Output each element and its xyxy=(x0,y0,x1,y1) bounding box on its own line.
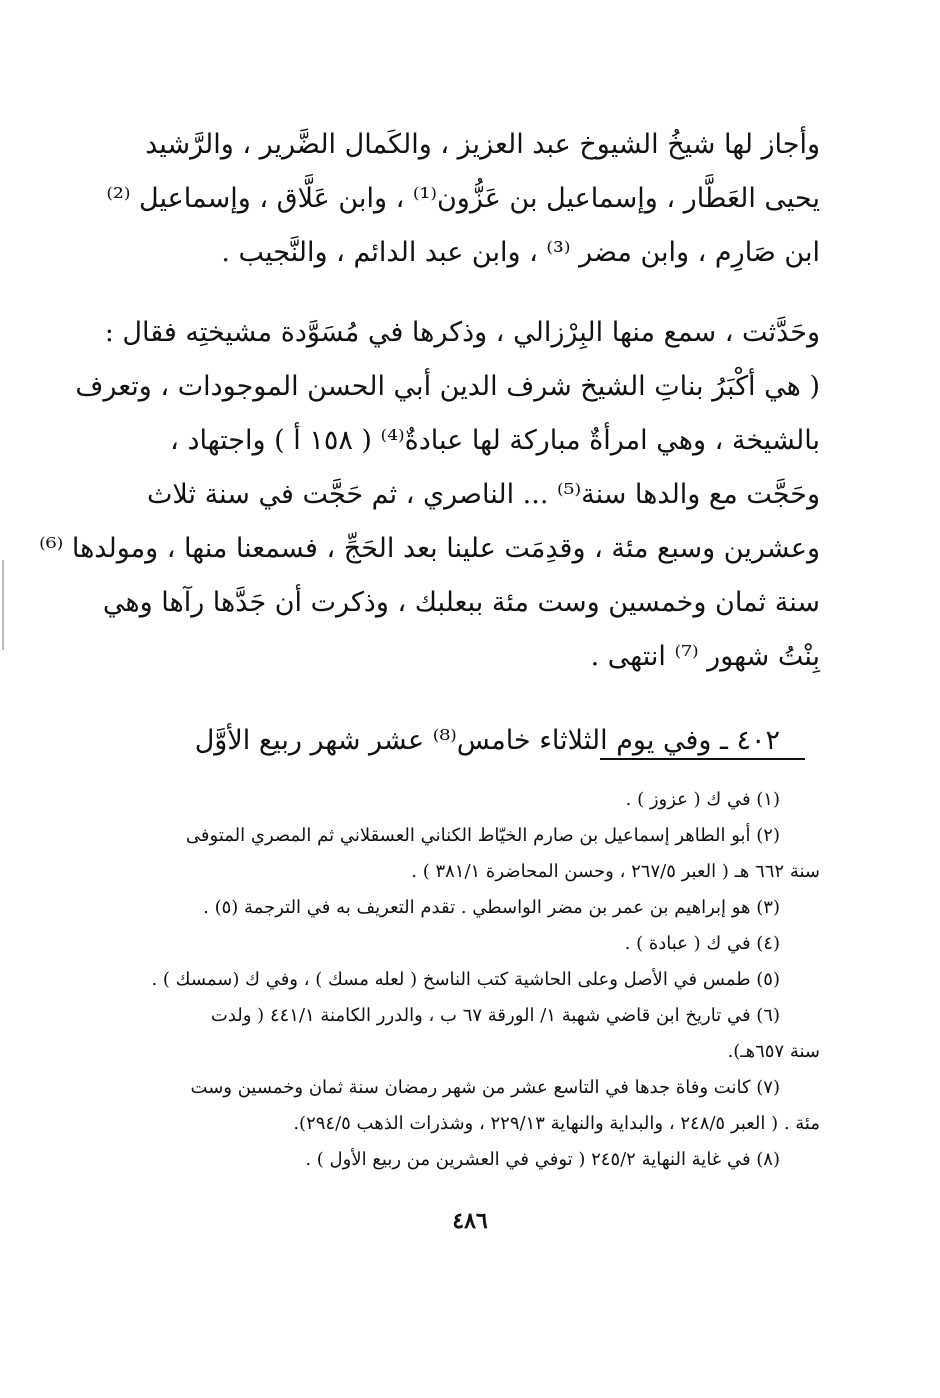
footnote-line: مئة . ( العبر ٢٤٨/٥ ، والبداية والنهاية ٢٢٩/١٣ ، وشذرات الذهب ٢٩٤/٥). xyxy=(293,1113,820,1134)
main-text xyxy=(39,118,820,768)
footnote-separator xyxy=(600,758,805,760)
text-line: وحَدَّثت ، سمع منها البِرْزالي ، وذكرها في مُسَوَّدة مشيختِه فقال : xyxy=(104,317,820,348)
text-line: بِنْتُ شهور ⁽⁷⁾ انتهى . xyxy=(590,641,820,672)
footnote-line: (١) في ك ( عزوز ) . xyxy=(625,789,780,810)
footnote-line: (٦) في تاريخ ابن قاضي شهبة ١/ الورقة ٦٧ ب ، والدرر الكامنة ٤٤١/١ ( ولدت xyxy=(210,1005,780,1026)
footnote-line: سنة ٦٥٧هـ). xyxy=(727,1041,820,1062)
footnote-line: (٨) في غاية النهاية ٢٤٥/٢ ( توفي في العشرين من ربيع الأول ) . xyxy=(305,1149,780,1170)
text-line: وأجاز لها شيخُ الشيوخ عبد العزيز ، والكَمال الضَّرير ، والرَّشيد xyxy=(145,129,820,160)
text-line: وحَجَّت مع والدها سنة⁽⁵⁾ ... الناصري ، ثم حَجَّت في سنة ثلاث xyxy=(147,479,820,510)
footnote-line: (٧) كانت وفاة جدها في التاسع عشر من شهر رمضان سنة ثمان وخمسين وست xyxy=(190,1077,780,1098)
page-number: ٤٨٦ xyxy=(452,1208,488,1234)
text-line: ( هي أكْبَرُ بناتِ الشيخ شرف الدين أبي الحسن الموجودات ، وتعرف xyxy=(75,371,820,402)
footnote-line: سنة ٦٦٢ هـ ( العبر ٢٦٧/٥ ، وحسن المحاضرة ٣٨١/١ ) . xyxy=(411,861,820,882)
text-line: سنة ثمان وخمسين وست مئة ببعلبك ، وذكرت أن جَدَّها رآها وهي xyxy=(102,587,820,618)
footnote-line: (٥) طمس في الأصل وعلى الحاشية كتب الناسخ ( لعله مسك ) ، وفي ك (سمسك ) . xyxy=(151,969,780,990)
entry-heading: ٤٠٢ ـ وفي يوم الثلاثاء خامس⁽⁸⁾ عشر شهر ربيع الأوَّل xyxy=(194,725,780,756)
footnote-line: (٢) أبو الطاهر إسماعيل بن صارم الخيّاط الكناني العسقلاني ثم المصري المتوفى xyxy=(185,825,780,846)
text-line: وعشرين وسبع مئة ، وقدِمَت علينا بعد الحَجِّ ، فسمعنا منها ، ومولدها ⁽⁶⁾ xyxy=(39,533,820,564)
text-line: بالشيخة ، وهي امرأةٌ مباركة لها عبادةٌ⁽⁴⁾ ( ١٥٨ أ ) واجتهاد ، xyxy=(170,425,820,456)
footnote-line: (٣) هو إبراهيم بن عمر بن مضر الواسطي . تقدم التعريف به في الترجمة (٥) . xyxy=(203,897,780,918)
footnote-line: (٤) في ك ( عبادة ) . xyxy=(624,933,780,954)
scan-margin-mark xyxy=(2,560,4,650)
text-line: ابن صَارِم ، وابن مضر ⁽³⁾ ، وابن عبد الدائم ، والنَّجيب . xyxy=(221,237,820,268)
text-line: يحيى العَطَّار ، وإسماعيل بن عَزُّون⁽¹⁾ ، وابن عَلَّاق ، وإسماعيل ⁽²⁾ xyxy=(106,183,820,214)
footnotes xyxy=(120,782,820,1178)
paragraph-gap xyxy=(120,280,820,306)
